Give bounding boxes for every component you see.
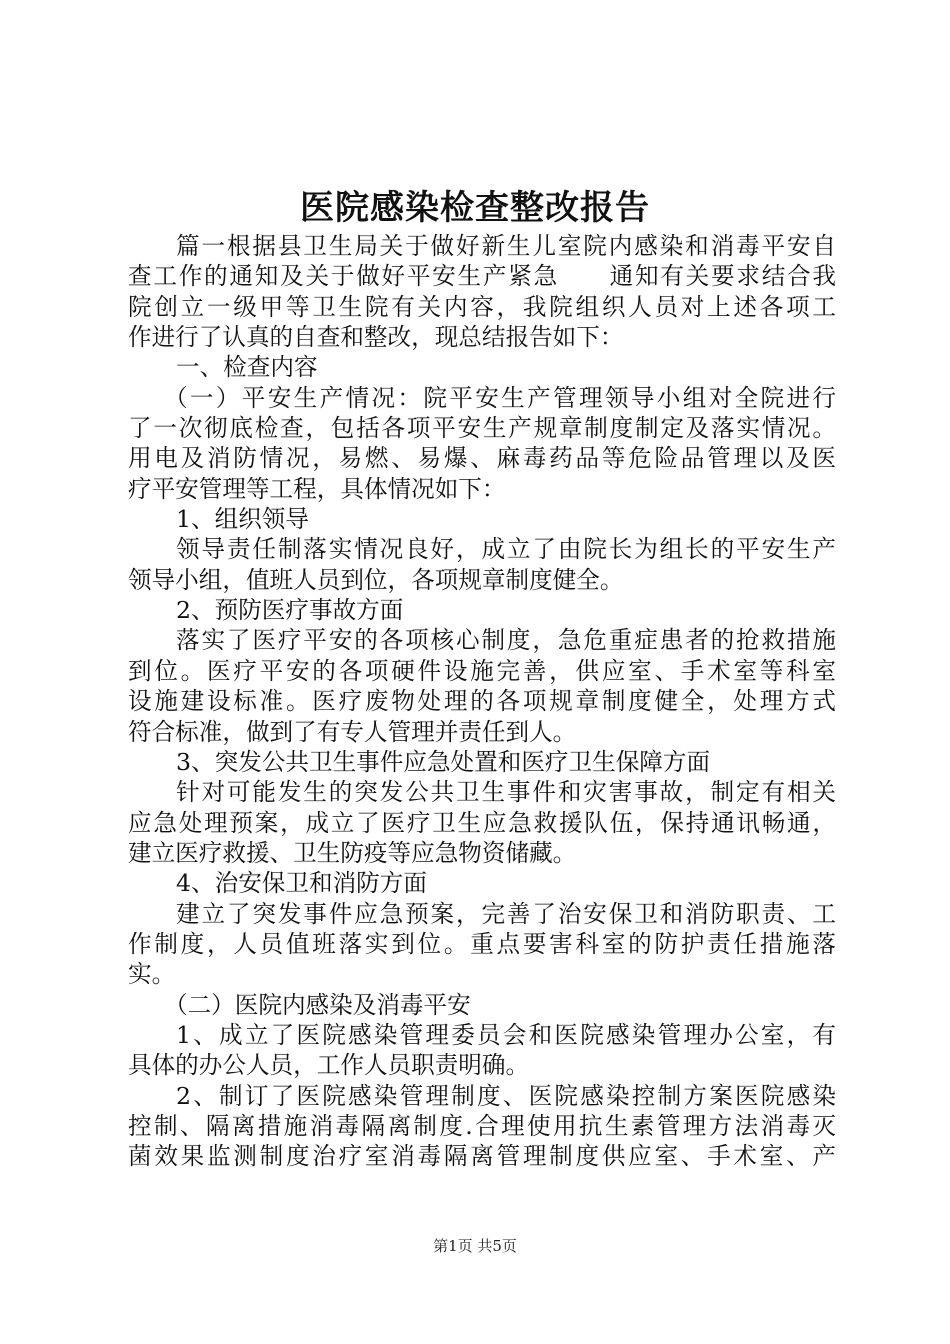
body-line: 实。 <box>128 960 176 989</box>
body-line: 2、制订了医院感染管理制度、医院感染控制方案医院感染 <box>176 1081 836 1110</box>
section-heading: 一、检查内容 <box>176 353 318 382</box>
body-line: 建立医疗救援、卫生防疫等应急物资储藏。 <box>128 838 577 867</box>
body-line: 针对可能发生的突发公共卫生事件和灾害事故，制定有相关 <box>176 778 836 807</box>
body-line: 篇一根据县卫生局关于做好新生儿室院内感染和消毒平安自 <box>176 232 836 260</box>
body-line: 用电及消防情况，易燃、易爆、麻毒药品等危险品管理以及医 <box>128 444 836 473</box>
body-line: 作进行了认真的自查和整改，现总结报告如下： <box>128 323 624 352</box>
body-line: 了一次彻底检查，包括各项平安生产规章制度制定及落实情况。 <box>128 414 836 443</box>
page-title: 医院感染检查整改报告 <box>300 188 650 228</box>
subsection-heading: 4、治安保卫和消防方面 <box>176 869 427 898</box>
body-line: 应急处理预案，成立了医疗卫生应急救援队伍，保持通讯畅通， <box>128 808 836 837</box>
body-line: （一）平安生产情况：院平安生产管理领导小组对全院进行 <box>164 383 836 412</box>
body-line: 疗平安管理等工程，具体情况如下： <box>128 474 506 503</box>
page-number-footer: 第1页 共5页 <box>433 1237 517 1255</box>
body-line: 领导责任制落实情况良好，成立了由院长为组长的平安生产 <box>176 535 836 564</box>
body-line: 1、成立了医院感染管理委员会和医院感染管理办公室，有 <box>176 1020 836 1049</box>
body-line: 建立了突发事件应急预案，完善了治安保卫和消防职责、工 <box>176 899 836 928</box>
body-line: 作制度，人员值班落实到位。重点要害科室的防护责任措施落 <box>128 929 836 958</box>
body-line: 控制、隔离措施消毒隔离制度.合理使用抗生素管理方法消毒灭 <box>128 1111 836 1140</box>
body-line: 菌效果监测制度治疗室消毒隔离管理制度供应室、手术室、产 <box>128 1142 836 1171</box>
body-line: 查工作的通知及关于做好平安生产紧急 通知有关要求结合我 <box>128 262 836 291</box>
body-line: 具体的办公人员，工作人员职责明确。 <box>128 1051 530 1080</box>
body-line: 到位。医疗平安的各项硬件设施完善，供应室、手术室等科室 <box>128 656 836 685</box>
body-line: 符合标准，做到了有专人管理并责任到人。 <box>128 717 577 746</box>
document-body <box>128 231 836 1172</box>
subsection-heading: 3、突发公共卫生事件应急处置和医疗卫生保障方面 <box>176 747 711 776</box>
subsection-heading: 2、预防医疗事故方面 <box>176 596 404 625</box>
body-line: 领导小组，值班人员到位，各项规章制度健全。 <box>128 565 624 594</box>
body-line: 落实了医疗平安的各项核心制度，急危重症患者的抢救措施 <box>176 626 836 655</box>
section-heading: （二）医院内感染及消毒平安 <box>164 990 471 1019</box>
subsection-heading: 1、组织领导 <box>176 505 309 534</box>
body-line: 院创立一级甲等卫生院有关内容，我院组织人员对上述各项工 <box>128 292 836 321</box>
body-line: 设施建设标准。医疗废物处理的各项规章制度健全，处理方式 <box>128 687 836 716</box>
